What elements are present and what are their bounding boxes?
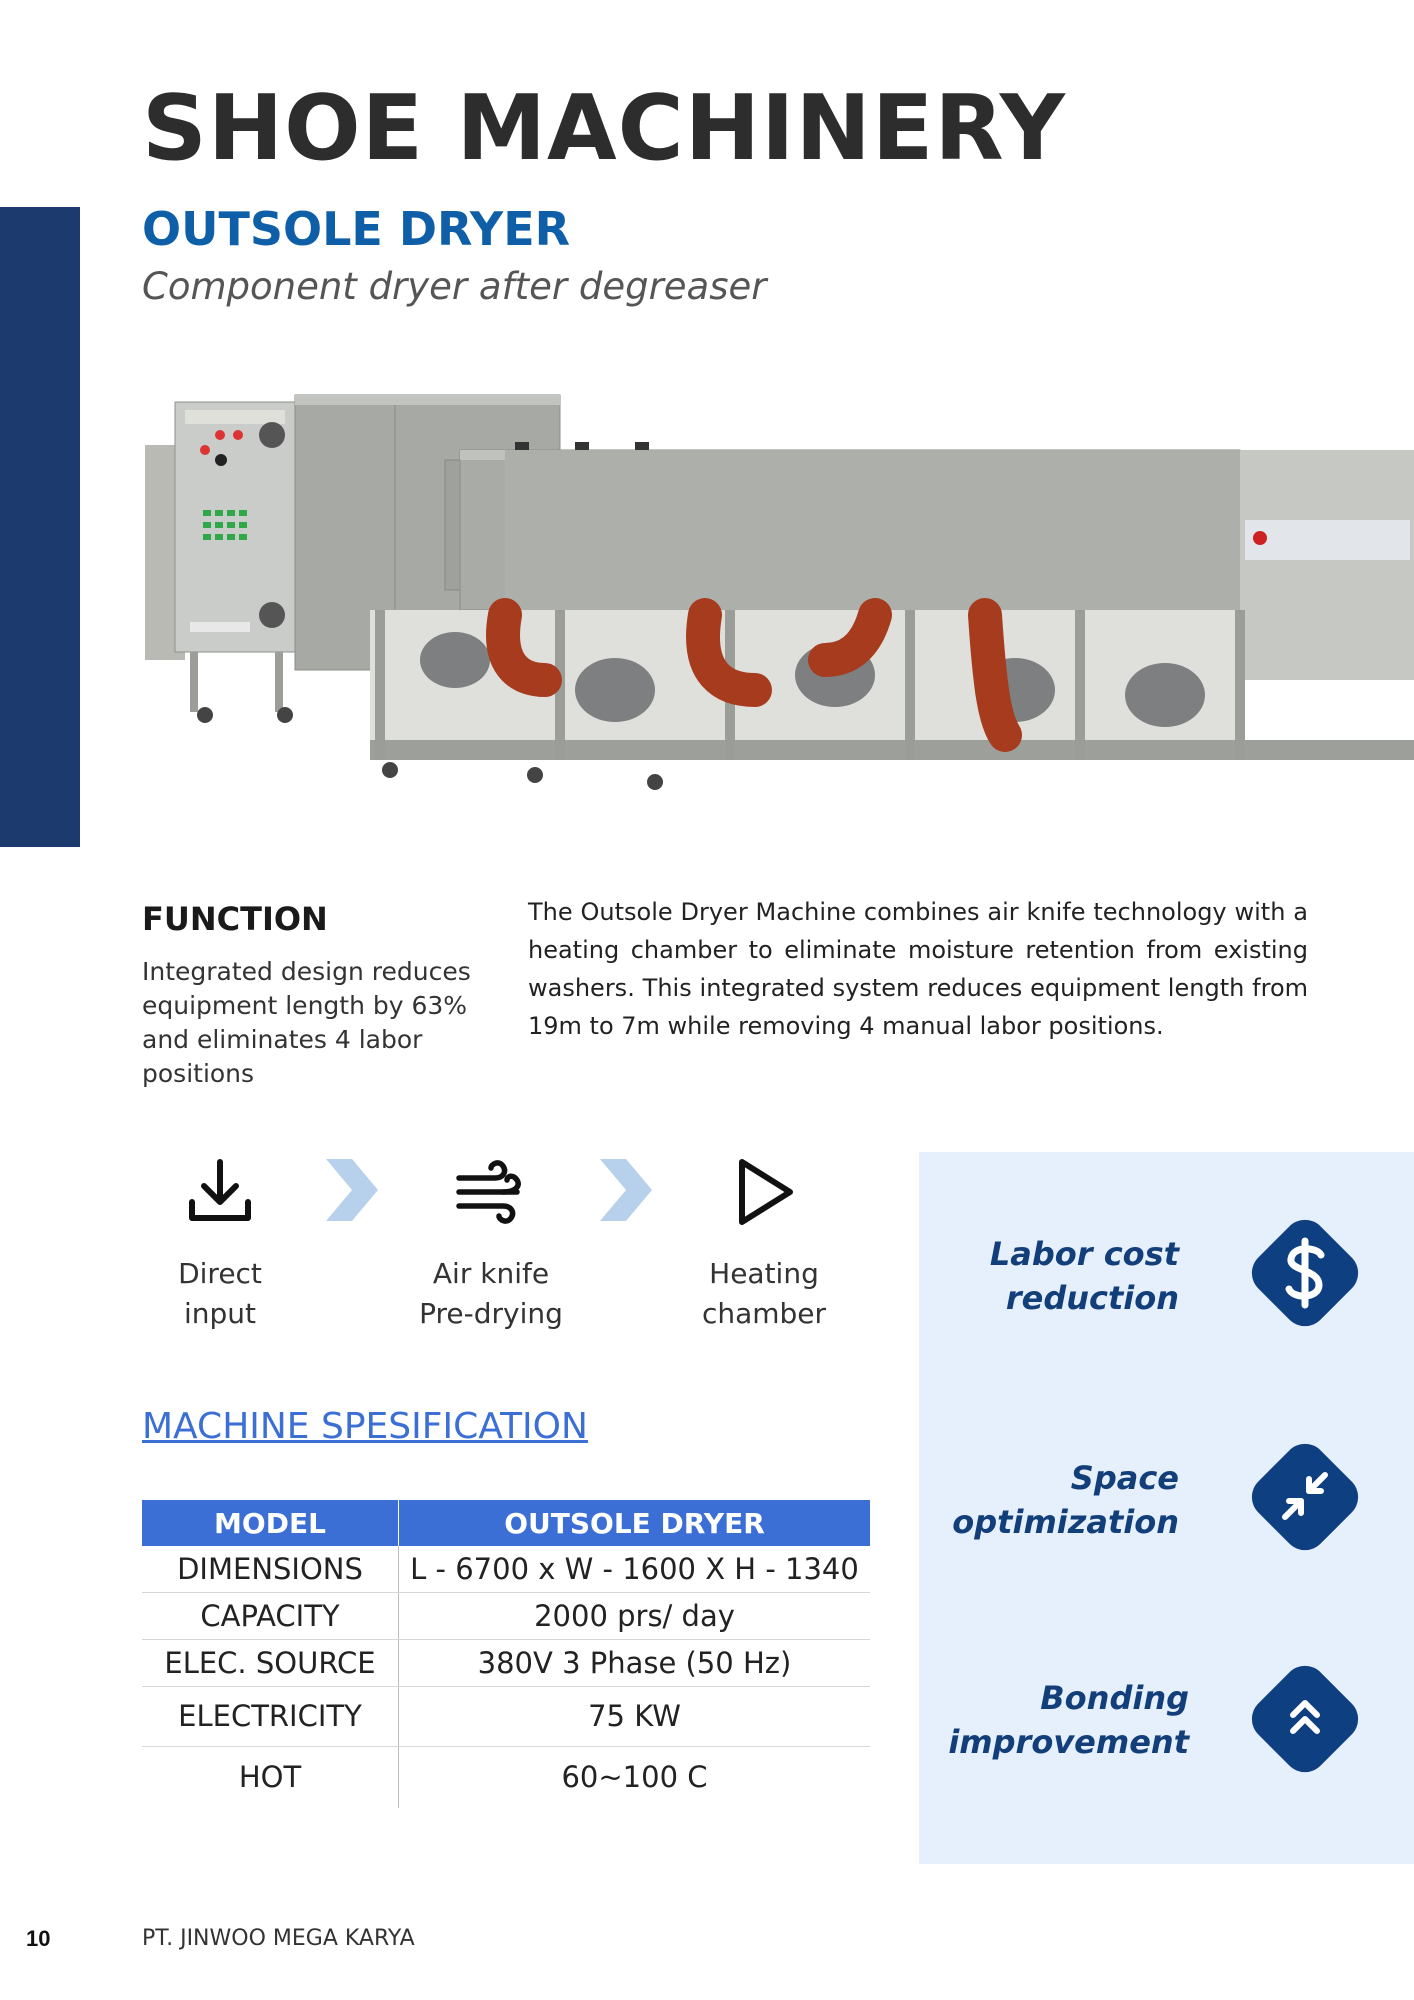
spec-label: ELECTRICITY <box>142 1686 399 1746</box>
compress-arrows-icon <box>1239 1431 1371 1563</box>
company-name: PT. JINWOO MEGA KARYA <box>142 1926 415 1951</box>
table-row <box>142 1592 870 1639</box>
benefit-label: Bonding improvement <box>948 1679 1189 1761</box>
process-step-label: Air knife Pre-drying <box>419 1257 563 1330</box>
spec-label: DIMENSIONS <box>142 1546 399 1592</box>
page-title: SHOE MACHINERY <box>142 76 1066 181</box>
spec-value: 380V 3 Phase (50 Hz) <box>399 1639 871 1686</box>
chevron-right-icon <box>322 1155 382 1225</box>
page-number: 10 <box>26 1926 51 1951</box>
dollar-icon <box>1239 1207 1371 1339</box>
table-row <box>142 1686 870 1746</box>
product-tagline: Component dryer after degreaser <box>142 265 767 308</box>
spec-table-header <box>142 1500 870 1546</box>
wind-icon <box>451 1152 531 1232</box>
spec-label: CAPACITY <box>142 1592 399 1639</box>
spec-value: 60~100 C <box>561 1760 708 1795</box>
play-icon <box>724 1152 804 1232</box>
spec-value: L - 6700 x W - 1600 X H - 1340 <box>399 1546 871 1592</box>
spec-heading: MACHINE SPESIFICATION <box>142 1406 588 1447</box>
spec-col-header: OUTSOLE DRYER <box>399 1500 871 1546</box>
function-description: The Outsole Dryer Machine combines air knife technology with a heating chamber to eliminate moisture retention from existing washers. This integrated system reduces equipment length from 19m to 7m while removing 4 manual labor positions. <box>528 898 1308 1040</box>
spec-label: HOT <box>142 1746 399 1808</box>
process-step-label: Direct input <box>178 1257 262 1330</box>
spec-table <box>142 1500 870 1808</box>
benefits-panel <box>919 1152 1414 1864</box>
table-row <box>142 1546 870 1592</box>
benefit-label: Space optimization <box>952 1459 1179 1541</box>
download-icon <box>180 1152 260 1232</box>
process-step-label: Heating chamber <box>701 1257 827 1330</box>
spec-label: ELEC. SOURCE <box>142 1639 399 1686</box>
spec-col-header: MODEL <box>142 1500 399 1546</box>
benefit-label: Labor cost reduction <box>989 1235 1179 1317</box>
table-row <box>142 1746 870 1808</box>
spec-value: 2000 prs/ day <box>399 1592 871 1639</box>
function-summary: Integrated design reduces equipment length by 63% and eliminates 4 labor positions <box>142 957 471 1088</box>
chevron-right-icon <box>596 1155 656 1225</box>
function-heading: FUNCTION <box>142 900 328 938</box>
spec-value: 75 KW <box>399 1686 871 1746</box>
machine-photo <box>145 390 1414 820</box>
left-accent-bar <box>0 207 80 847</box>
table-row <box>142 1639 870 1686</box>
product-name: OUTSOLE DRYER <box>142 202 571 256</box>
double-chevron-up-icon <box>1239 1653 1371 1785</box>
